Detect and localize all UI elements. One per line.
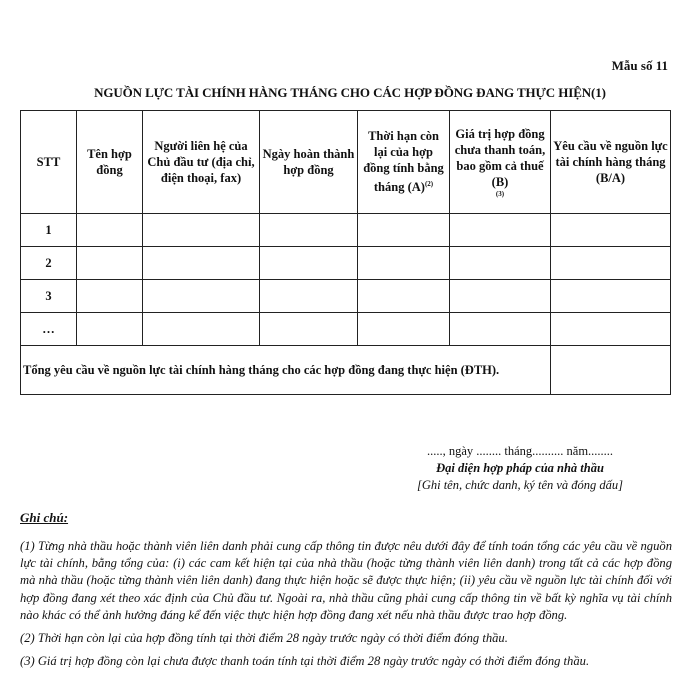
footnote-marker-2: (2)	[424, 180, 434, 189]
header-unpaid-value	[450, 111, 551, 214]
note-item: (3) Giá trị hợp đồng còn lại chưa được thanh toán tính tại thời điểm 28 ngày trước ngày có thời điểm đóng thầu.	[20, 654, 590, 669]
notes-title: Ghi chú:	[20, 510, 69, 525]
table-cell	[77, 280, 143, 313]
note-item: (2) Thời hạn còn lại của hợp đồng tính tại thời điểm 28 ngày trước ngày có thời điểm đóng thầu.	[20, 631, 508, 646]
table-header-row	[21, 111, 671, 214]
header-contact: Người liên hệ của Chủ đầu tư (địa chỉ, điện thoại, fax)	[143, 111, 260, 214]
table-row	[21, 214, 671, 247]
table-cell	[450, 313, 551, 346]
table-row	[21, 280, 671, 313]
table-cell	[358, 313, 450, 346]
table-cell	[358, 280, 450, 313]
table-cell	[77, 247, 143, 280]
header-monthly-requirement: Yêu cầu về nguồn lực tài chính hàng tháng (B/A)	[551, 111, 671, 214]
table-row	[21, 247, 671, 280]
table-cell	[143, 280, 260, 313]
page-title: NGUỒN LỰC TÀI CHÍNH HÀNG THÁNG CHO CÁC HỢP ĐỒNG ĐANG THỰC HIỆN(1)	[94, 85, 606, 100]
signature-instruction: [Ghi tên, chức danh, ký tên và đóng dấu]	[416, 478, 624, 492]
date-line: ....., ngày ........ tháng.......... năm........	[426, 444, 614, 458]
table-cell	[260, 247, 358, 280]
table-cell	[551, 280, 671, 313]
table-cell	[143, 247, 260, 280]
row-number: 2	[21, 247, 77, 280]
representative-label: Đại diện hợp pháp của nhà thầu	[436, 461, 604, 475]
table-row	[21, 313, 671, 346]
signature-block	[370, 443, 670, 494]
total-row	[21, 346, 671, 395]
table-cell	[77, 214, 143, 247]
header-unpaid-value-label: Giá trị hợp đồng chưa thanh toán, bao gồm cả thuế (B)	[454, 127, 546, 189]
table-cell	[450, 280, 551, 313]
table-cell	[551, 247, 671, 280]
header-stt: STT	[21, 111, 77, 214]
table-cell	[260, 313, 358, 346]
table-cell	[551, 214, 671, 247]
header-remaining-time	[358, 111, 450, 214]
note-item: (1) Từng nhà thầu hoặc thành viên liên danh phải cung cấp thông tin được nêu dưới đây để tính toán tổng các yêu cầu về nguồn lực tài chính, bằng tổng của: (i) các cam kết hiện tại của nhà thầu (hoặc từng thành viên liên danh) trong tất cả các hợp đồng mà nhà thầu (hoặc từng thành viên liên danh) đang thực hiện hoặc sẽ được thực hiện; (ii) yêu cầu về nguồn lực tài chính đối với hợp đồng đang xét theo xác định của Chủ đầu tư. Ngoài ra, nhà thầu cũng phải cung cấp thông tin về bất kỳ nghĩa vụ tài chính nào khác có thể ảnh hưởng đáng kể đến việc thực hiện hợp đồng đang xét nếu nhà thầu được trao hợp đồng.	[20, 539, 672, 622]
table-cell	[450, 214, 551, 247]
row-number: …	[21, 313, 77, 346]
header-contract-name: Tên hợp đồng	[77, 111, 143, 214]
table-cell	[77, 313, 143, 346]
table-cell	[551, 313, 671, 346]
financial-resources-table	[20, 110, 671, 395]
table-cell	[450, 247, 551, 280]
header-remaining-time-label: Thời hạn còn lại của hợp đồng tính bằng tháng (A)	[363, 129, 444, 195]
table-cell	[143, 214, 260, 247]
row-number: 3	[21, 280, 77, 313]
table-cell	[143, 313, 260, 346]
header-completion-date: Ngày hoàn thành hợp đồng	[260, 111, 358, 214]
form-number: Mẫu số 11	[611, 58, 668, 73]
total-value-cell	[551, 346, 671, 395]
total-label: Tổng yêu cầu về nguồn lực tài chính hàng tháng cho các hợp đồng đang thực hiện (ĐTH).	[21, 346, 551, 395]
table-cell	[260, 280, 358, 313]
notes-section	[20, 538, 672, 676]
table-cell	[358, 214, 450, 247]
row-number: 1	[21, 214, 77, 247]
table-cell	[358, 247, 450, 280]
table-cell	[260, 214, 358, 247]
footnote-marker-3: (3)	[495, 190, 505, 198]
